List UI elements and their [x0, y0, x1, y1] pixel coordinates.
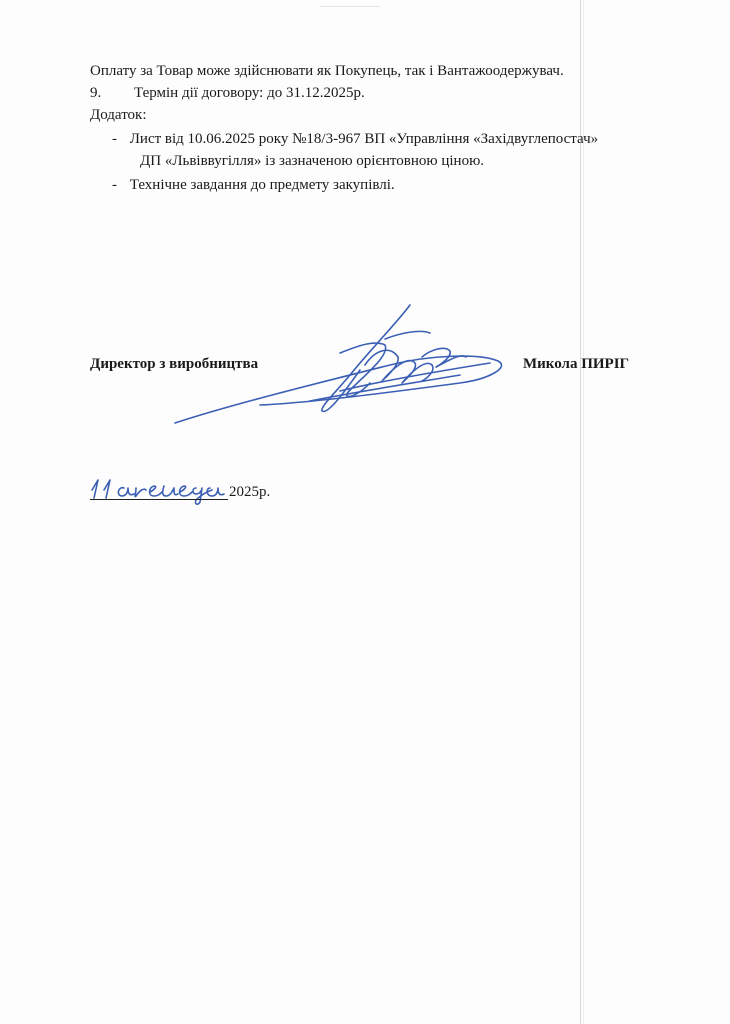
appendix-item-2-line1: Технічне завдання до предмету закупівлі.	[129, 177, 395, 193]
appendix-item-1-line1: Лист від 10.06.2025 року №18/3-967 ВП «Управління «Західвуглепостач»	[129, 131, 599, 147]
clause-9-text: Термін дії договору: до 31.12.2025р.	[134, 85, 365, 101]
appendix-item-2-dash: -	[112, 177, 117, 193]
handwritten-date	[88, 472, 233, 508]
scan-fold-line	[580, 0, 581, 1024]
clause-9	[90, 84, 365, 102]
appendix-label: Додаток:	[90, 107, 147, 123]
signatory-position: Директор з виробництва	[90, 356, 259, 372]
appendix-item-2	[112, 176, 395, 194]
appendix-item-1	[112, 130, 598, 148]
date-underline	[90, 499, 228, 500]
scan-artifact	[320, 0, 380, 7]
clause-9-number: 9.	[90, 85, 102, 101]
appendix-item-1-dash: -	[112, 131, 117, 147]
payment-line: Оплату за Товар може здійснювати як Покупець, так і Вантажоодержувач.	[90, 63, 564, 79]
date-year: 2025р.	[229, 484, 271, 500]
scan-fold-line-secondary	[583, 0, 584, 1024]
handwritten-signature	[160, 295, 520, 435]
appendix-item-1-line2: ДП «Львіввугілля» із зазначеною орієнтовною ціною.	[140, 153, 485, 169]
signatory-name: Микола ПИРІГ	[523, 356, 630, 372]
